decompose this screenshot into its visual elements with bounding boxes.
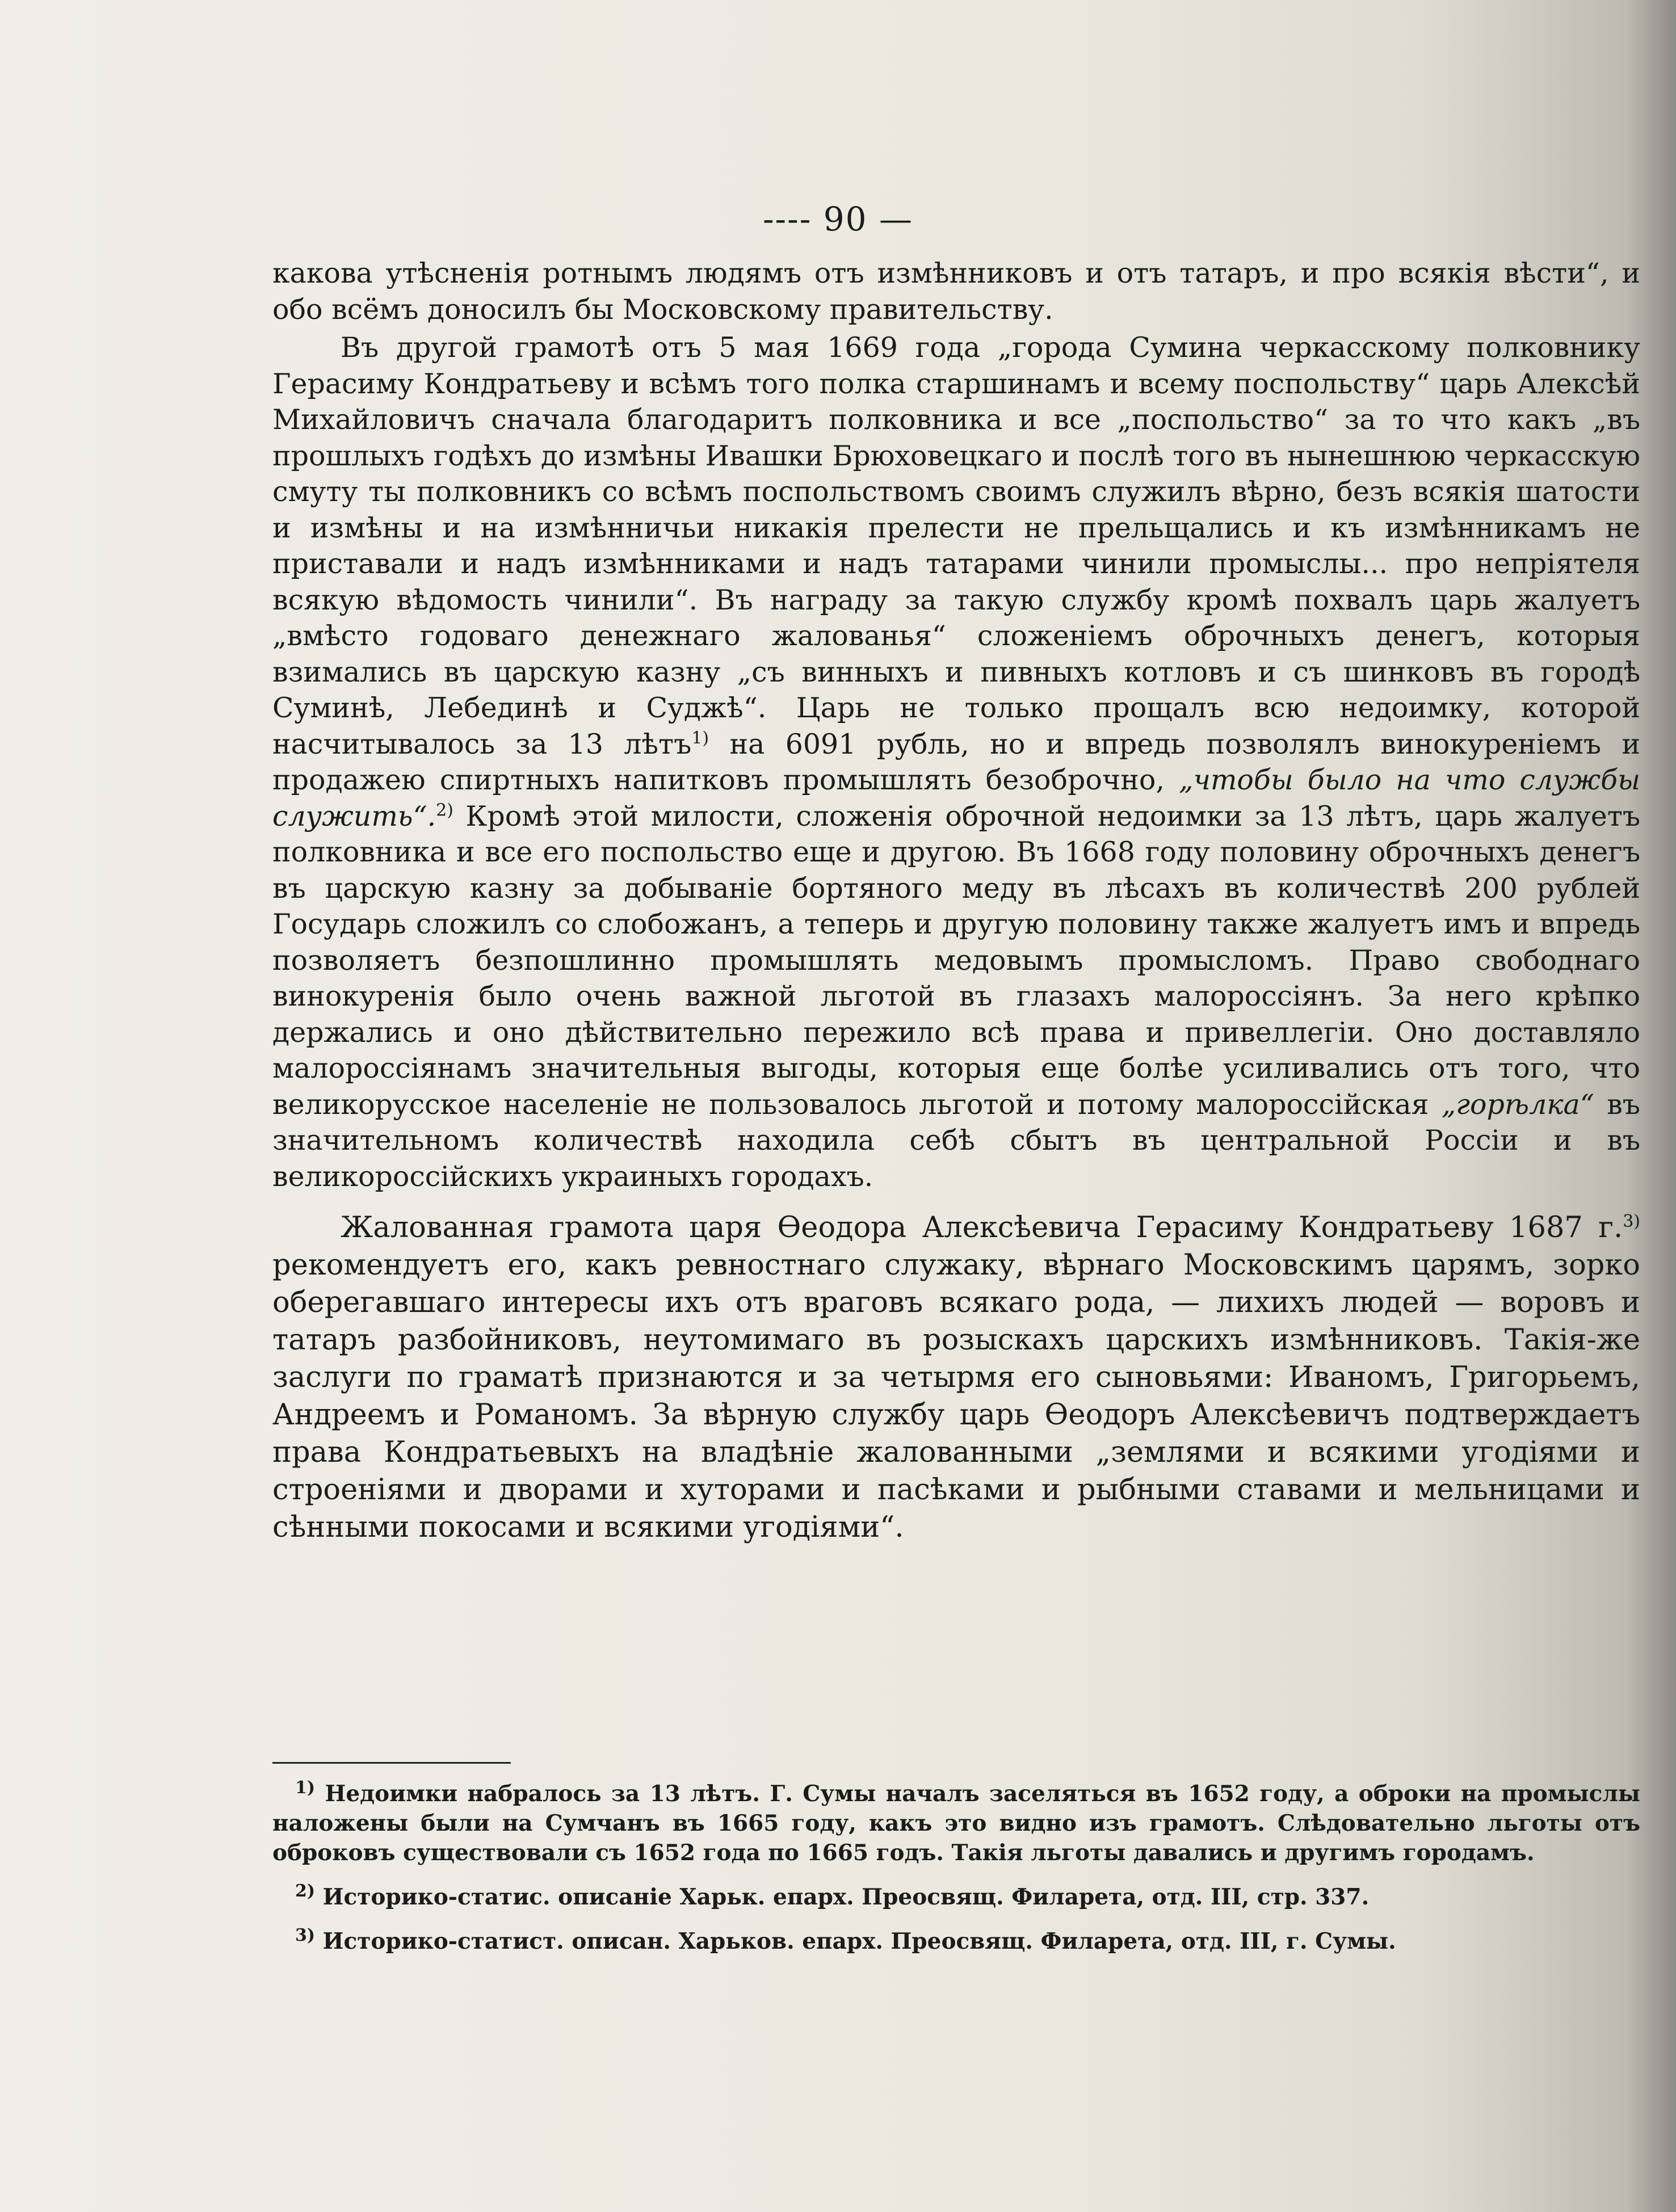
footnote-2	[272, 1882, 1640, 1912]
footnote-1	[272, 1779, 1640, 1868]
footnotes	[272, 1779, 1640, 1971]
footnote-ref: 3)	[1623, 1212, 1640, 1231]
footnote-3	[272, 1927, 1640, 1956]
quoted-phrase: „чтобы было на что службы служить“.	[272, 764, 1640, 832]
footnote-1-mark: 1)	[295, 1778, 316, 1798]
footnote-1-text: Недоимки набралось за 13 лѣтъ. Г. Сумы началъ заселяться въ 1652 году, а оброки на промыслы наложены были на Сумчанъ въ 1665 году, какъ это видно изъ грамотъ. Слѣдовательно льготы отъ оброковъ существовали съ 1652 года по 1665 годъ. Такія льготы давались и другимъ городамъ.	[272, 1781, 1640, 1866]
quoted-phrase: „горѣлка“	[1441, 1088, 1594, 1121]
footnote-ref: 2)	[436, 800, 453, 821]
paragraph-3	[272, 1209, 1640, 1546]
footnote-2-text: Историко-статис. описаніе Харьк. епарх. Преосвящ. Филарета, отд. III, стр. 337.	[315, 1884, 1370, 1910]
footnote-3-text: Историко-статист. описан. Харьков. епарх. Преосвящ. Филарета, отд. III, г. Сумы.	[315, 1928, 1396, 1954]
text-run: Кромѣ этой милости, сложенія оброчной недоимки за 13 лѣтъ, царь жалуетъ полковника и все его поспольство еще и другою. Въ 1668 году половину оброчныхъ денегъ въ царскую казну за добываніе бортяного меду въ лѣсахъ въ количествѣ 200 рублей Государь сложилъ со слобожанъ, а теперь и другую половину также жалуетъ имъ и впредь позволяетъ безпошлинно промышлять медовымъ промысломъ. Право свободнаго винокуренія было очень важной льготой въ глазахъ малороссіянъ. За него крѣпко держались и оно дѣйствительно пережило всѣ права и привеллегіи. Оно доставляло малороссіянамъ значительныя выгоды, которыя еще болѣе усиливались отъ того, что великорусское населеніе не пользовалось льготой и потому малороссійская	[272, 800, 1640, 1121]
footnote-3-mark: 3)	[295, 1925, 316, 1945]
text-run: какова утѣсненія ротнымъ людямъ отъ измѣнниковъ и отъ татаръ, и про всякія вѣсти“, и обо всёмъ доносилъ бы Московскому правительству.	[272, 257, 1640, 326]
footnote-divider	[272, 1762, 511, 1764]
text-run: рекомендуетъ его, какъ ревностнаго служаку, вѣрнаго Московскимъ царямъ, зорко оберегавшаго интересы ихъ отъ враговъ всякаго рода, — лихихъ людей — воровъ и татаръ разбойниковъ, неутомимаго въ розыскахъ царскихъ измѣнниковъ. Такія-же заслуги по граматѣ признаются и за четырмя его сыновьями: Иваномъ, Григорьемъ, Андреемъ и Романомъ. За вѣрную службу царь Ѳеодоръ Алексѣевичъ подтверждаетъ права Кондратьевыхъ на владѣніе жалованными „землями и всякими угодіями и строеніями и дворами и хуторами и пасѣками и рыбными ставами и мельницами и сѣнными покосами и всякими угодіями“.	[272, 1248, 1640, 1544]
text-run: на 6091 рубль, но и впредь позволялъ винокуреніемъ и продажею спиртныхъ напитковъ промышлять безоброчно,	[272, 727, 1641, 796]
paragraph-2	[272, 330, 1640, 1195]
page-number: ---- 90 —	[762, 200, 914, 238]
footnote-ref: 1)	[691, 728, 709, 748]
body-text	[272, 255, 1640, 1546]
paragraph-1	[272, 255, 1640, 327]
text-run: Жалованная грамота царя Ѳеодора Алексѣевича Герасиму Кондратьеву 1687 г.	[341, 1211, 1623, 1244]
footnote-2-mark: 2)	[295, 1881, 316, 1901]
text-run: Въ другой грамотѣ отъ 5 мая 1669 года „города Сумина черкасскому полковнику Герасиму Кондратьеву и всѣмъ того полка старшинамъ и всему поспольству“ царь Алексѣй Михайловичъ сначала благодаритъ полковника и все „поспольство“ за то что какъ „въ прошлыхъ годѣхъ до измѣны Ивашки Брюховецкаго и послѣ того въ нынешнюю черкасскую смуту ты полковникъ со всѣмъ поспольствомъ своимъ служилъ вѣрно, безъ всякія шатости и измѣны и на измѣнничьи никакія прелести не прельщались и къ измѣнникамъ не приставали и надъ измѣнниками и надъ татарами чинили промыслы... про непріятеля всякую вѣдомость чинили“. Въ награду за такую службу кромѣ похвалъ царь жалуетъ „вмѣсто годоваго денежнаго жалованья“ сложеніемъ оброчныхъ денегъ, которыя взимались въ царскую казну „съ винныхъ и пивныхъ котловъ и съ шинковъ въ городѣ Суминѣ, Лебединѣ и Суджѣ“. Царь не только прощалъ всю недоимку, которой насчитывалось за 13 лѣтъ	[272, 331, 1640, 760]
text-run: въ значительномъ количествѣ находила себѣ сбытъ въ центральной Россіи и въ великороссійскихъ украиныхъ городахъ.	[272, 1088, 1640, 1193]
